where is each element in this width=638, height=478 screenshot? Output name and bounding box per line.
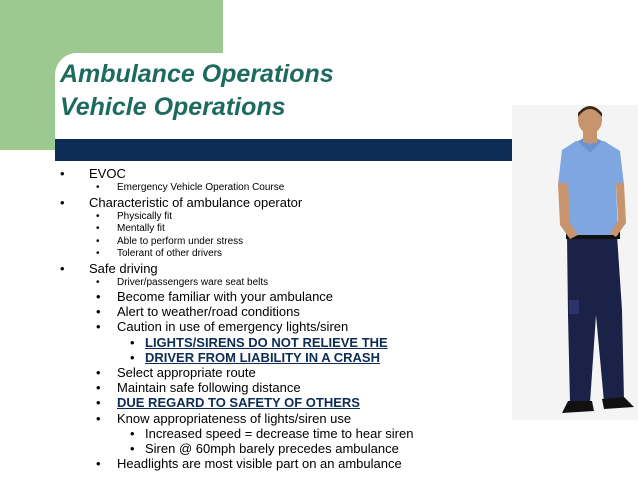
- bullet-item-level-2: [0, 223, 500, 236]
- bullet-text: Able to perform under stress: [117, 235, 244, 247]
- bullet-text: Siren @ 60mph barely precedes ambulance: [145, 441, 399, 457]
- uniformed-man-image: [512, 105, 638, 420]
- bullet-text: Maintain safe following distance: [117, 380, 301, 396]
- bullet-item-level-2: [0, 289, 500, 304]
- bullet-text: Headlights are most visible part on an ambulance: [117, 456, 402, 472]
- bullet-marker: •: [130, 349, 135, 365]
- bullet-marker: •: [96, 182, 100, 193]
- bullet-item-level-3: [0, 441, 500, 456]
- bullet-list: [0, 166, 500, 471]
- bullet-marker: •: [96, 289, 101, 304]
- slide-title-line-1: Ambulance Operations: [60, 60, 334, 88]
- bullet-item-level-2: [0, 395, 500, 410]
- bullet-text: Characteristic of ambulance operator: [89, 194, 303, 210]
- bullet-item-level-2: [0, 277, 500, 290]
- bullet-marker: •: [96, 456, 101, 472]
- bullet-text: DUE REGARD TO SAFETY OF OTHERS: [117, 395, 360, 411]
- bullet-marker: •: [60, 260, 65, 276]
- bullet-text: DRIVER FROM LIABILITY IN A CRASH: [145, 349, 380, 365]
- bullet-item-level-2: [0, 236, 500, 249]
- bullet-item-level-1: [0, 195, 500, 211]
- bullet-marker: •: [96, 304, 101, 320]
- bullet-item-level-2: [0, 248, 500, 261]
- bullet-marker: •: [96, 235, 100, 247]
- bullet-item-level-3: [0, 350, 500, 365]
- bullet-text: Select appropriate route: [117, 365, 256, 381]
- bullet-text: Emergency Vehicle Operation Course: [117, 182, 285, 193]
- bullet-item-level-2: [0, 380, 500, 395]
- bullet-item-level-1: [0, 166, 500, 182]
- bullet-item-level-2: [0, 211, 500, 224]
- bullet-marker: •: [96, 410, 101, 426]
- bullet-item-level-3: [0, 426, 500, 441]
- slide-title: [60, 58, 334, 124]
- bullet-marker: •: [96, 380, 101, 396]
- slide-title-line-2: Vehicle Operations: [60, 93, 286, 121]
- bullet-item-level-2: [0, 365, 500, 380]
- bullet-marker: •: [130, 334, 135, 350]
- bullet-marker: •: [96, 395, 101, 411]
- bullet-marker: •: [96, 365, 101, 381]
- bullet-marker: •: [96, 223, 100, 234]
- bullet-text: Safe driving: [89, 260, 158, 276]
- bullet-text: Caution in use of emergency lights/siren: [117, 319, 349, 335]
- bullet-marker: •: [130, 441, 135, 457]
- uniformed-man-illustration: [512, 105, 638, 420]
- bullet-marker: •: [96, 248, 100, 259]
- bullet-text: Tolerant of other drivers: [117, 248, 223, 259]
- bullet-text: Physically fit: [117, 210, 173, 222]
- bullet-item-level-2: [0, 304, 500, 319]
- bullet-text: EVOC: [89, 166, 126, 181]
- bullet-marker: •: [96, 319, 101, 335]
- bullet-marker: •: [60, 194, 65, 210]
- bullet-marker: •: [96, 276, 100, 288]
- bullet-text: Become familiar with your ambulance: [117, 289, 334, 304]
- bullet-item-level-2: [0, 319, 500, 334]
- bullet-item-level-1: [0, 261, 500, 277]
- bullet-text: Mentally fit: [117, 223, 165, 234]
- bullet-text: Alert to weather/road conditions: [117, 304, 300, 320]
- bullet-text: Know appropriateness of lights/siren use: [117, 410, 352, 426]
- bullet-item-level-3: [0, 335, 500, 350]
- bullet-item-level-2: [0, 182, 500, 195]
- bullet-text: LIGHTS/SIRENS DO NOT RELIEVE THE: [145, 334, 388, 350]
- bullet-text: Increased speed = decrease time to hear siren: [145, 425, 414, 441]
- bullet-marker: •: [130, 425, 135, 441]
- bullet-marker: •: [60, 166, 65, 181]
- bullet-item-level-2: [0, 411, 500, 426]
- bullet-item-level-2: [0, 456, 500, 471]
- bullet-marker: •: [96, 210, 100, 222]
- bullet-text: Driver/passengers ware seat belts: [117, 276, 269, 288]
